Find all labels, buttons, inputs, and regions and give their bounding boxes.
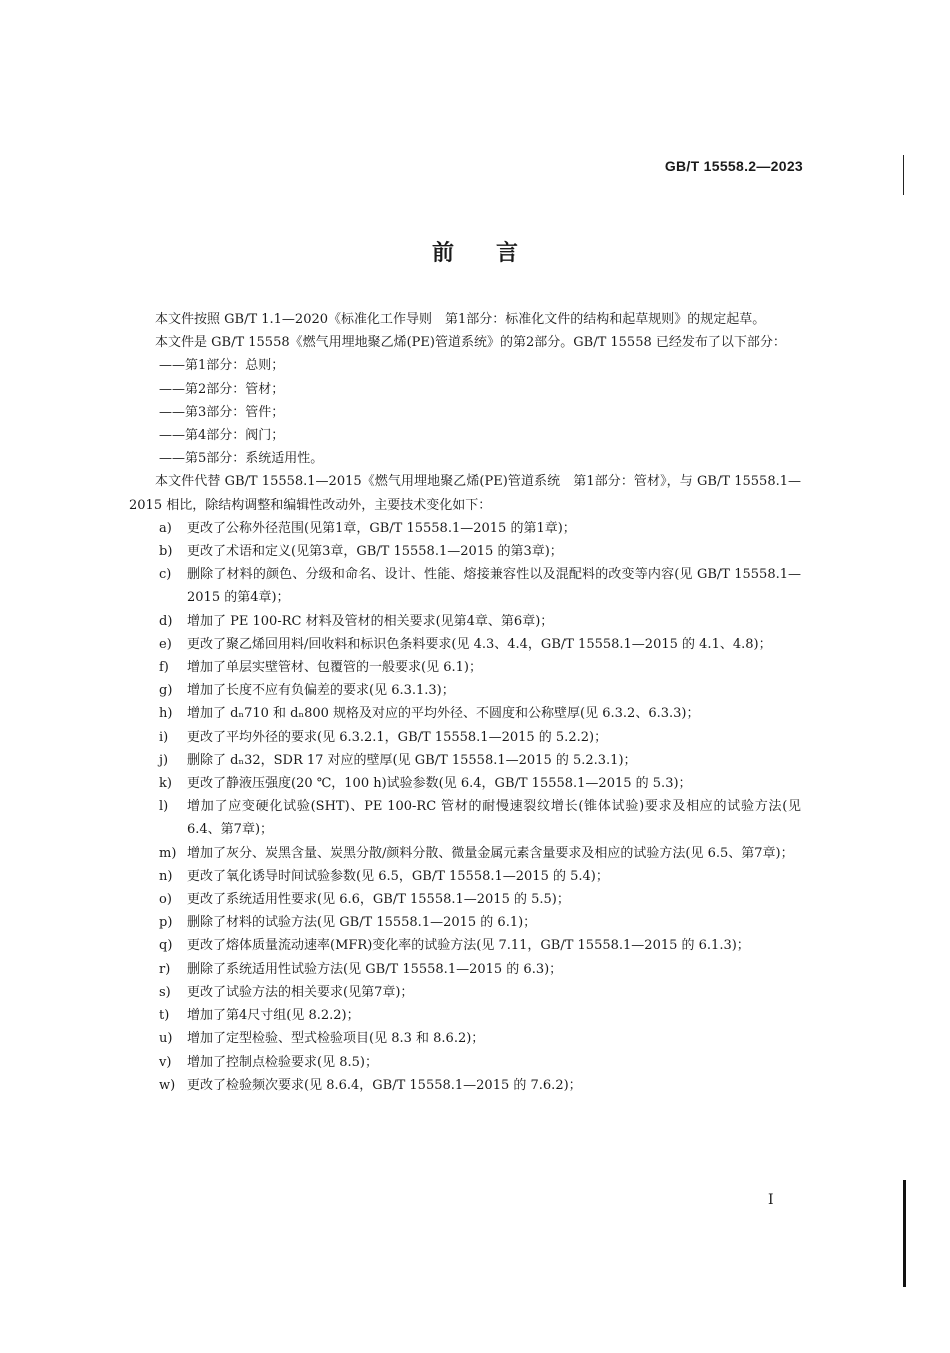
technical-change-item [129,934,801,957]
series-intro-paragraph: 本文件是 GB/T 15558《燃气用埋地聚乙烯(PE)管道系统》的第2部分。GB/T 15558 已经发布了以下部分： [155,335,786,351]
technical-change-item [129,656,801,679]
foreword-body [129,308,801,1097]
list-item-text: 删除了系统适用性试验方法(见 GB/T 15558.1—2015 的 6.3)； [187,961,563,977]
list-item-text: 增加了控制点检验要求(见 8.5)； [187,1054,378,1070]
technical-change-item [129,1051,801,1074]
technical-change-item [129,702,801,725]
standard-code-header: GB/T 15558.2—2023 [664,158,803,174]
list-item-marker: n) [159,868,173,884]
list-item-marker: g) [159,683,173,699]
technical-change-item [129,749,801,772]
list-item-text: 增加了单层实壁管材、包覆管的一般要求(见 6.1)； [187,660,482,676]
list-item-text: 删除了材料的试验方法(见 GB/T 15558.1—2015 的 6.1)； [187,915,537,931]
technical-change-item [129,1004,801,1027]
list-item-marker: c) [159,567,172,583]
list-item-marker: q) [159,938,173,954]
list-item-marker: m) [159,845,177,861]
list-item-text: 更改了聚乙烯回用料/回收料和标识色条料要求(见 4.3、4.4，GB/T 15558.1—2015 的 4.1、4.8)； [187,636,772,652]
list-item-marker: b) [159,544,173,560]
list-item-text: 增加了灰分、炭黑含量、炭黑分散/颜料分散、微量金属元素含量要求及相应的试验方法(见 6.5、第7章)； [187,845,794,861]
list-item-text: 增加了 PE 100-RC 材料及管材的相关要求(见第4章、第6章)； [187,613,554,629]
technical-change-item [129,610,801,633]
list-item-text: 增加了应变硬化试验(SHT)、PE 100-RC 管材的耐慢速裂纹增长(锥体试验)要求及相应的试验方法(见 6.4、第7章)； [187,799,801,838]
page-title: 前言 [431,241,560,266]
list-item-text: 删除了材料的颜色、分级和命名、设计、性能、熔接兼容性以及混配料的改变等内容(见 GB/T 15558.1—2015 的第4章)； [187,567,801,606]
list-item-text: 增加了 dₙ710 和 dₙ800 规格及对应的平均外径、不圆度和公称壁厚(见 6.3.2、6.3.3)； [187,706,700,722]
list-item-text: 更改了检验频次要求(见 8.6.4，GB/T 15558.1—2015 的 7.6.2)； [187,1077,582,1093]
technical-change-item [129,726,801,749]
list-item-marker: l) [159,799,169,815]
parts-list-item: ——第2部分：管材； [159,381,285,397]
technical-change-item [129,1074,801,1097]
list-item-text: 更改了熔体质量流动速率(MFR)变化率的试验方法(见 7.11，GB/T 15558.1—2015 的 6.1.3)； [187,938,750,954]
list-item-marker: e) [159,636,172,652]
technical-change-item [129,633,801,656]
technical-change-item [129,517,801,540]
technical-change-item [129,1027,801,1050]
parts-list-item: ——第1部分：总则； [159,358,285,374]
list-item-text: 删除了 dₙ32，SDR 17 对应的壁厚(见 GB/T 15558.1—2015 的 5.2.3.1)； [187,752,637,768]
technical-change-item [129,795,801,841]
list-item-marker: d) [159,613,173,629]
list-item-text: 增加了定型检验、型式检验项目(见 8.3 和 8.6.2)； [187,1031,485,1047]
technical-change-item [129,981,801,1004]
list-item-marker: h) [159,706,173,722]
list-item-marker: j) [159,752,169,768]
list-item-marker: r) [159,961,171,977]
page-number: I [768,1192,774,1208]
list-item-marker: i) [159,729,169,745]
parts-list-item: ——第5部分：系统适用性。 [159,451,324,467]
list-item-text: 更改了术语和定义(见第3章，GB/T 15558.1—2015 的第3章)； [187,544,563,560]
list-item-text: 更改了系统适用性要求(见 6.6，GB/T 15558.1—2015 的 5.5)； [187,892,570,908]
technical-change-item [129,911,801,934]
list-item-text: 更改了静液压强度(20 ℃，100 h)试验参数(见 6.4，GB/T 15558.1—2015 的 5.3)； [187,776,692,792]
technical-change-item [129,958,801,981]
parts-list-item: ——第4部分：阀门； [159,428,285,444]
drafting-rules-paragraph: 本文件按照 GB/T 1.1—2020《标准化工作导则 第1部分：标准化文件的结构和起草规则》的规定起草。 [155,312,766,327]
list-item-marker: t) [159,1008,170,1024]
technical-change-item [129,842,801,865]
list-item-text: 更改了公称外径范围(见第1章，GB/T 15558.1—2015 的第1章)； [187,520,576,536]
parts-list [129,354,801,470]
parts-list-item: ——第3部分：管件； [159,404,285,420]
list-item-text: 更改了试验方法的相关要求(见第7章)； [187,984,414,1000]
technical-change-item [129,679,801,702]
list-item-marker: w) [159,1077,176,1093]
technical-change-item [129,865,801,888]
technical-change-item [129,540,801,563]
list-item-text: 更改了氧化诱导时间试验参数(见 6.5，GB/T 15558.1—2015 的 5.4)； [187,868,609,884]
technical-change-item [129,772,801,795]
list-item-marker: f) [159,660,169,676]
list-item-marker: u) [159,1031,173,1047]
replacement-paragraph: 本文件代替 GB/T 15558.1—2015《燃气用埋地聚乙烯(PE)管道系统 第1部分：管材》，与 GB/T 15558.1—2015 相比，除结构调整和编辑性改动外，主要技术变化如下： [129,474,801,513]
list-item-text: 更改了平均外径的要求(见 6.3.2.1，GB/T 15558.1—2015 的 5.2.2)； [187,729,608,745]
scan-edge-line-top [903,155,904,195]
list-item-marker: v) [159,1054,172,1070]
list-item-marker: s) [159,984,171,1000]
scan-edge-line-bottom [903,1180,906,1287]
list-item-marker: k) [159,776,172,792]
technical-changes-list [129,517,801,1097]
list-item-text: 增加了长度不应有负偏差的要求(见 6.3.1.3)； [187,683,455,699]
technical-change-item [129,563,801,609]
list-item-marker: p) [159,915,173,931]
list-item-marker: o) [159,892,172,908]
list-item-marker: a) [159,520,172,536]
list-item-text: 增加了第4尺寸组(见 8.2.2)； [187,1008,360,1024]
technical-change-item [129,888,801,911]
